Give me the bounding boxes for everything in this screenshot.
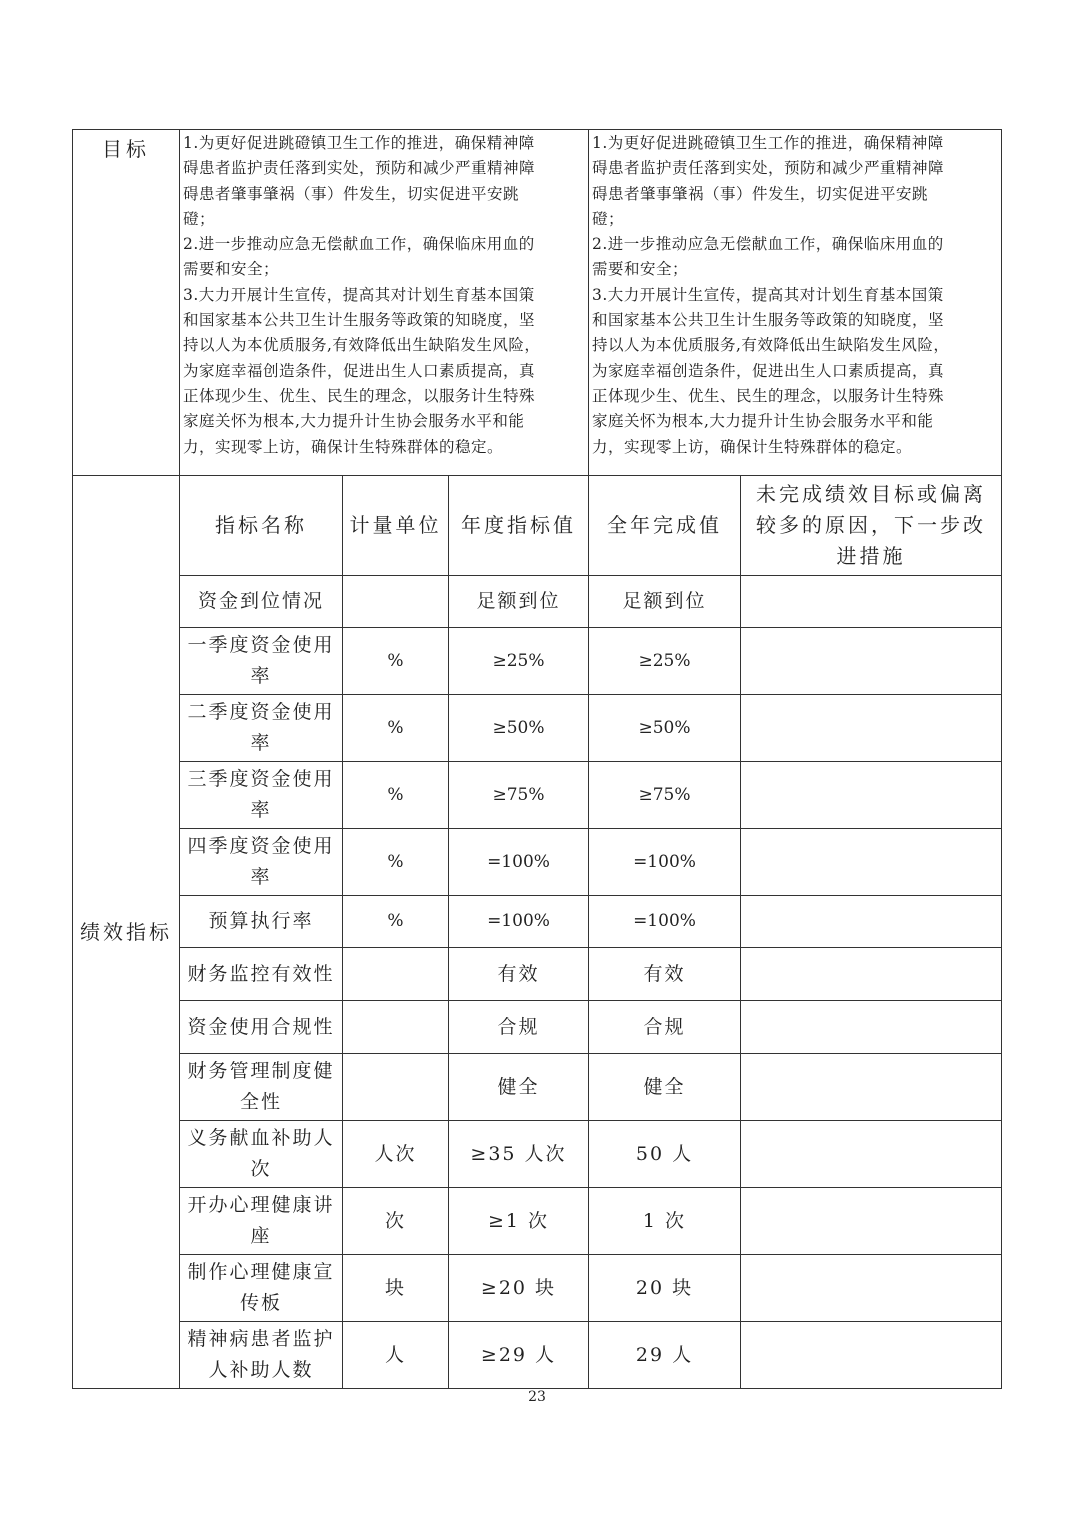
goal-text-line: 2.进一步推动应急无偿献血工作，确保临床用血的	[183, 235, 535, 254]
row-name: 财务管理制度健全性	[180, 1054, 343, 1121]
row-actual: =100%	[589, 829, 741, 896]
goal-text-line: 家庭关怀为根本,大力提升计生协会服务水平和能	[183, 412, 525, 431]
goal-text-line: 力，实现零上访，确保计生特殊群体的稳定。	[183, 437, 504, 456]
goal-text-line: 持以人为本优质服务,有效降低出生缺陷发生风险，	[592, 336, 950, 355]
goal-text-line: 磴；	[592, 209, 625, 228]
header-actual: 全年完成值	[589, 476, 741, 576]
row-reason	[741, 576, 1002, 628]
row-unit: %	[343, 762, 449, 829]
row-name: 一季度资金使用率	[180, 628, 343, 695]
row-unit: %	[343, 829, 449, 896]
row-name: 开办心理健康讲座	[180, 1188, 343, 1255]
goal-text-line: 力，实现零上访，确保计生特殊群体的稳定。	[592, 437, 913, 456]
row-actual: ≥75%	[589, 762, 741, 829]
row-actual: 足额到位	[589, 576, 741, 628]
goal-text-line: 1.为更好促进跳磴镇卫生工作的推进，确保精神障	[183, 134, 535, 152]
goal-text-line: 3.大力开展计生宣传，提高其对计划生育基本国策	[592, 285, 944, 304]
goal-text-left	[180, 130, 589, 476]
table-row	[73, 948, 1002, 1001]
performance-label: 绩效指标	[73, 476, 180, 1389]
row-name: 预算执行率	[180, 896, 343, 948]
table-row	[73, 896, 1002, 948]
row-actual: 健全	[589, 1054, 741, 1121]
row-reason	[741, 829, 1002, 896]
table-row	[73, 1121, 1002, 1188]
header-name: 指标名称	[180, 476, 343, 576]
row-name: 二季度资金使用率	[180, 695, 343, 762]
goal-text-line: 2.进一步推动应急无偿献血工作，确保临床用血的	[592, 235, 944, 254]
row-actual: =100%	[589, 896, 741, 948]
performance-table	[72, 129, 1002, 1389]
table-row	[73, 829, 1002, 896]
row-target: 合规	[449, 1001, 589, 1054]
goal-text-line: 碍患者监护责任落到实处，预防和减少严重精神障	[592, 159, 945, 178]
row-name: 义务献血补助人次	[180, 1121, 343, 1188]
row-unit	[343, 576, 449, 628]
header-reason: 未完成绩效目标或偏离较多的原因，下一步改进措施	[741, 476, 1002, 576]
row-actual: 29 人	[589, 1322, 741, 1389]
row-name: 制作心理健康宣传板	[180, 1255, 343, 1322]
row-target: =100%	[449, 829, 589, 896]
goal-text-line: 正体现少生、优生、民生的理念，以服务计生特殊	[592, 386, 945, 405]
row-target: ≥20 块	[449, 1255, 589, 1322]
goal-text-right	[589, 130, 1002, 476]
row-name: 资金使用合规性	[180, 1001, 343, 1054]
row-reason	[741, 695, 1002, 762]
goal-text-line: 1.为更好促进跳磴镇卫生工作的推进，确保精神障	[592, 134, 944, 152]
table-row	[73, 628, 1002, 695]
table-row	[73, 1188, 1002, 1255]
row-actual: 1 次	[589, 1188, 741, 1255]
goal-text-line: 和国家基本公共卫生计生服务等政策的知晓度，坚	[183, 311, 536, 330]
goal-text-line: 为家庭幸福创造条件，促进出生人口素质提高，真	[592, 361, 945, 380]
row-unit	[343, 1054, 449, 1121]
goal-text-line: 和国家基本公共卫生计生服务等政策的知晓度，坚	[592, 311, 945, 330]
row-unit: %	[343, 628, 449, 695]
row-name: 资金到位情况	[180, 576, 343, 628]
goal-text-line: 碍患者监护责任落到实处，预防和减少严重精神障	[183, 159, 536, 178]
row-name: 精神病患者监护人补助人数	[180, 1322, 343, 1389]
row-actual: 20 块	[589, 1255, 741, 1322]
row-target: ≥25%	[449, 628, 589, 695]
row-unit: 人次	[343, 1121, 449, 1188]
row-reason	[741, 762, 1002, 829]
goal-text-line: 3.大力开展计生宣传，提高其对计划生育基本国策	[183, 285, 535, 304]
row-target: ≥1 次	[449, 1188, 589, 1255]
row-target: 健全	[449, 1054, 589, 1121]
row-unit: %	[343, 695, 449, 762]
table-row	[73, 1322, 1002, 1389]
row-actual: 合规	[589, 1001, 741, 1054]
header-unit: 计量单位	[343, 476, 449, 576]
row-reason	[741, 948, 1002, 1001]
goal-text-line: 正体现少生、优生、民生的理念，以服务计生特殊	[183, 386, 536, 405]
table-row	[73, 1054, 1002, 1121]
row-reason	[741, 1054, 1002, 1121]
row-actual: ≥50%	[589, 695, 741, 762]
row-target: ≥29 人	[449, 1322, 589, 1389]
goal-text-line: 家庭关怀为根本,大力提升计生协会服务水平和能	[592, 412, 934, 431]
table-row	[73, 1255, 1002, 1322]
row-target: 有效	[449, 948, 589, 1001]
table-row	[73, 695, 1002, 762]
goal-text-line: 需要和安全；	[592, 260, 689, 279]
row-unit: 块	[343, 1255, 449, 1322]
goal-text-line: 持以人为本优质服务,有效降低出生缺陷发生风险，	[183, 336, 541, 355]
row-name: 财务监控有效性	[180, 948, 343, 1001]
row-actual: 50 人	[589, 1121, 741, 1188]
row-target: ≥75%	[449, 762, 589, 829]
goal-text-line: 需要和安全；	[183, 260, 280, 279]
row-target: 足额到位	[449, 576, 589, 628]
goal-row	[73, 130, 1002, 476]
page-number: 23	[528, 1389, 546, 1405]
row-actual: ≥25%	[589, 628, 741, 695]
header-target: 年度指标值	[449, 476, 589, 576]
table-row	[73, 762, 1002, 829]
header-row	[73, 476, 1002, 576]
row-unit: 次	[343, 1188, 449, 1255]
row-reason	[741, 1001, 1002, 1054]
goal-text-line: 碍患者肇事肇祸（事）件发生，切实促进平安跳	[592, 184, 929, 203]
goal-text-line: 磴；	[183, 209, 216, 228]
row-reason	[741, 1188, 1002, 1255]
row-name: 三季度资金使用率	[180, 762, 343, 829]
table-row	[73, 576, 1002, 628]
row-actual: 有效	[589, 948, 741, 1001]
table-row	[73, 1001, 1002, 1054]
row-unit: %	[343, 896, 449, 948]
row-target: =100%	[449, 896, 589, 948]
row-target: ≥35 人次	[449, 1121, 589, 1188]
goal-text-line: 为家庭幸福创造条件，促进出生人口素质提高，真	[183, 361, 536, 380]
row-unit	[343, 948, 449, 1001]
row-unit	[343, 1001, 449, 1054]
row-reason	[741, 896, 1002, 948]
row-reason	[741, 628, 1002, 695]
row-target: ≥50%	[449, 695, 589, 762]
goal-label: 目标	[73, 130, 180, 476]
goal-text-line: 碍患者肇事肇祸（事）件发生，切实促进平安跳	[183, 184, 520, 203]
row-reason	[741, 1322, 1002, 1389]
row-name: 四季度资金使用率	[180, 829, 343, 896]
row-reason	[741, 1255, 1002, 1322]
row-unit: 人	[343, 1322, 449, 1389]
row-reason	[741, 1121, 1002, 1188]
